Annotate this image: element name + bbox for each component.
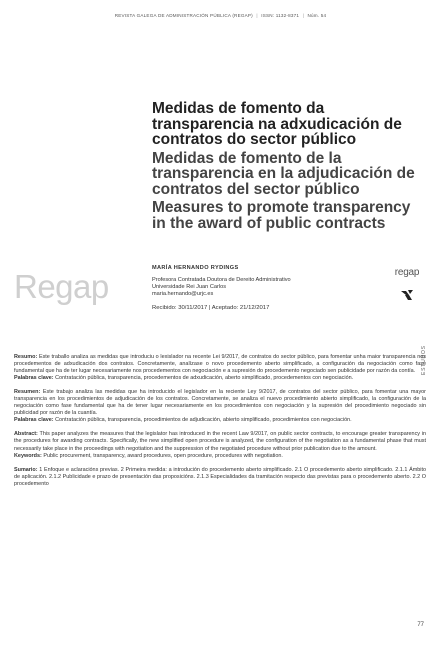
section-label: ESTUDOS	[421, 345, 427, 375]
summary-contents: Sumario: 1 Enfoque e aclaracións previas. 2 Primeira medida: a introdución do procedemento aberto simplificado. 2.1 O procedemento aberto simplificado. 2.1.1 Ámbito de aplicación. 2.1.2 Publicidade e prazo de presentación das proposicións. 2.1.3 Especialidades da tramitación respecto das previstas para o procedemento aberto. 2.2 O procedemento	[14, 466, 426, 487]
author-university: Universidade Rei Juan Carlos	[152, 284, 226, 291]
journal-name: REVISTA GALEGA DE ADMINISTRACIÓN PÚBLICA (REGAP)	[114, 13, 253, 18]
title-english: Measures to promote transparency in the award of public contracts	[152, 199, 411, 232]
journal-issn: ISSN: 1132-8371	[261, 13, 300, 18]
abstract-galician: Resumo: Este traballo analiza as medidas que introduciu o lexislador na recente Lei 9/2017, de contratos do sector público, para fomentar unha maior transparencia nos procedementos de adxudicación dos contratos. Concretamente, analízase o novo procedemento aberto simplificado, a configuración da negociación como fase fundamental que ha de ter lugar necesariamente nos procedementos con negociación e a supresión do procedemento negociado sen publicidade por razón da contía.	[14, 354, 426, 375]
received-accepted-dates: Recibido: 30/11/2017 | Aceptado: 21/12/2017	[152, 304, 270, 311]
keywords-spanish: Palabras clave: Contratación pública, transparencia, procedimientos de adjudicación, abierto simplificado, procedimientos con negociación.	[14, 417, 352, 424]
keywords-english: Keywords: Public procurement, transparency, award procedures, open procedure, procedures with negotiation.	[14, 452, 283, 459]
side-brand	[387, 267, 427, 306]
author-name: MARÍA HERNANDO RYDINGS	[152, 265, 239, 271]
abstract-english: Abstract: This paper analyzes the measures that the legislator has introduced in the recent Law 9/2017, on public sector contracts, to encourage greater transparency in the procedures for awarding contracts. Specifically, the new simplified open procedure is analyzed, the configuration of the negotiation as a fundamental phase that must necessarily take place in the proceedings with negotiation and the suppression of the negotiated procedure without prior publication due to the amount.	[14, 431, 426, 452]
keywords-galician: Palabras clave: Contratación pública, transparencia, procedementos de adxudicación, aberto simplificado, procedementos con negociación.	[14, 375, 354, 382]
abstract-spanish: Resumen: Este trabajo analiza las medidas que ha introducido el legislador en la reciente Ley 9/2017, de contratos del sector público, para fomentar una mayor transparencia en los procedimientos de adjudicación de los contratos. Concretamente, se analiza el nuevo procedimiento abierto simplificado, la configuración de la negociación como fase fundamental que ha de tener lugar necesariamente en los procedimientos con negociación y la supresión del procedimiento negociado sin publicidad por razón de la cuantía.	[14, 389, 426, 417]
journal-number: Núm. 54	[307, 13, 327, 18]
author-block	[152, 265, 352, 311]
article-titles	[152, 101, 422, 231]
regap-logo: Regap	[14, 268, 109, 305]
eagp-emblem-icon	[387, 288, 427, 306]
page-number: 77	[417, 622, 424, 628]
running-head: REVISTA GALEGA DE ADMINISTRACIÓN PÚBLICA (REGAP) | ISSN: 1132-8371 | Núm. 54	[114, 13, 327, 18]
author-email: maria.hernando@urjc.es	[152, 291, 214, 298]
author-position: Profesora Contratada Doutora de Dereito Administrativo	[152, 277, 291, 283]
eagp-emblem-svg	[400, 289, 414, 301]
side-regap-wordmark: regap	[394, 267, 420, 278]
title-spanish: Medidas de fomento de la transparencia en la adjudicación de contratos del sector público	[152, 149, 415, 198]
title-galician: Medidas de fomento da transparencia na adxudicación de contratos do sector público	[152, 100, 402, 148]
abstracts-block	[14, 354, 426, 488]
